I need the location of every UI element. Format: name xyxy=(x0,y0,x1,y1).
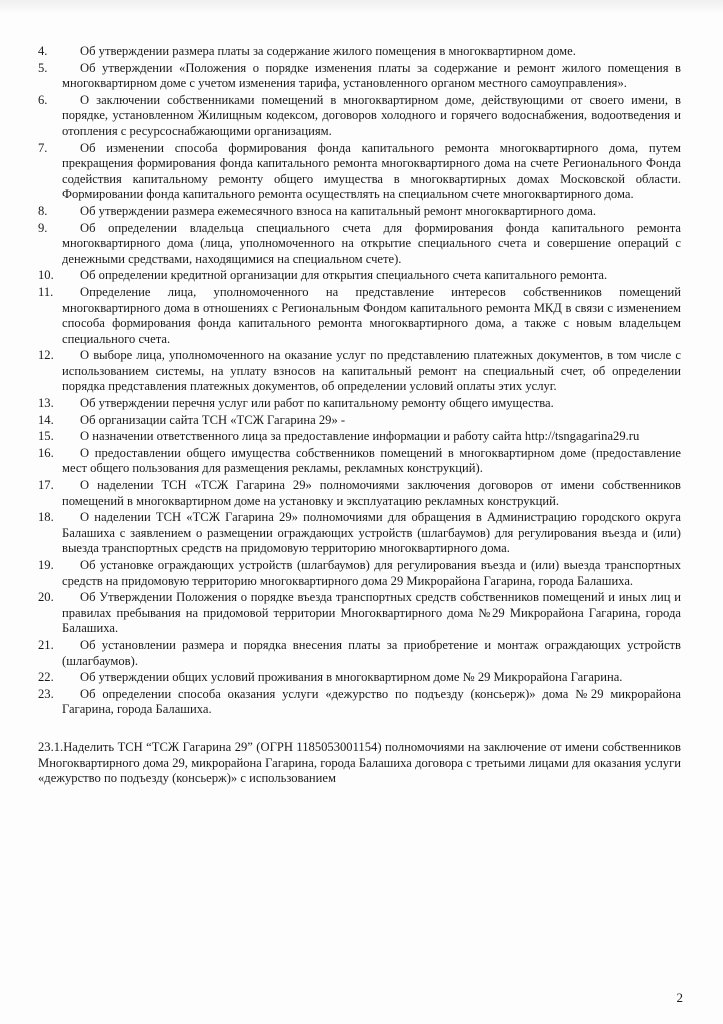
item-number: 14. xyxy=(38,412,54,427)
page-number: 2 xyxy=(676,990,683,1005)
item-text: О наделении ТСН «ТСЖ Гагарина 29» полномочиями для обращения в Администрацию городского округа Балашиха с заявлением о размещении ограждающих устройств (шлагбаумов) для регулирования въезда и (или) выезда транспортных средств на придомовую территорию многоквартирного дома. xyxy=(62,510,681,556)
list-item xyxy=(38,348,681,395)
list-item xyxy=(38,93,681,140)
item-text: Об Утверждении Положения о порядке въезда транспортных средств собственников помещений и иных лиц и правилах пребывания на придомовой территории Многоквартирного дома №29 Микрорайона Гагарина, города Балашиха. xyxy=(62,590,681,636)
list-item xyxy=(38,221,681,268)
item-number: 23. xyxy=(38,686,54,701)
list-item xyxy=(38,396,681,412)
item-text: Об установке ограждающих устройств (шлагбаумов) для регулирования въезда и (или) выезда транспортных средств на придомовую территорию многоквартирного дома 29 Микрорайона Гагарина, города Балашиха. xyxy=(62,558,681,588)
item-text: Об организации сайта ТСН «ТСЖ Гагарина 29» - xyxy=(80,412,346,427)
list-item xyxy=(38,44,681,60)
item-number: 20. xyxy=(38,590,54,605)
list-item xyxy=(38,429,681,445)
list-item xyxy=(38,670,681,686)
item-text: О выборе лица, уполномоченного на оказание услуг по представлению платежных документов, в том числе с использованием системы, на уплату взносов на капитальный ремонт на специальный счет, об определении порядка представления платежных документов, об определении условий оплаты этих услуг. xyxy=(62,348,681,394)
item-number: 18. xyxy=(38,510,54,525)
list-item xyxy=(38,61,681,92)
item-number: 17. xyxy=(38,478,54,493)
item-number: 6. xyxy=(38,92,48,107)
item-number: 22. xyxy=(38,670,54,685)
item-text: Об определении кредитной организации для открытия специального счета капитального ремонта. xyxy=(80,268,608,283)
item-text: О назначении ответственного лица за предоставление информации и работу сайта http://tsngagarina29.ru xyxy=(80,429,640,444)
list-item xyxy=(38,687,681,718)
list-item xyxy=(38,285,681,347)
item-text: Об утверждении «Положения о порядке изменения платы за содержание и ремонт жилого помещения в многоквартирном доме с учетом изменения тарифа, установленного органом местного самоуправления». xyxy=(62,60,681,91)
scan-edge xyxy=(0,0,723,14)
item-number: 11. xyxy=(38,284,54,299)
item-number: 10. xyxy=(38,268,54,283)
item-text: О предоставлении общего имущества собственников помещений в многоквартирном доме (предоставление мест общего пользования для размещения рекламы, рекламных конструкций). xyxy=(62,445,681,476)
item-number: 9. xyxy=(38,220,48,235)
item-text: Об установлении размера и порядка внесения платы за приобретение и монтаж ограждающих устройств (шлагбаумов). xyxy=(62,637,681,668)
list-item xyxy=(38,558,681,589)
item-text: Определение лица, уполномоченного на представление интересов собственников помещений многоквартирного дома в отношениях с Региональным Фондом капитального ремонта МКД в связи с изменением способа формирования фонда капитального ремонта многоквартирного дома, а также с новым владельцем специального счета. xyxy=(62,284,681,346)
item-text: О наделении ТСН «ТСЖ Гагарина 29» полномочиями заключения договоров от имени собственников помещений в многоквартирном доме на установку и эксплуатацию рекламных конструкций. xyxy=(62,478,681,508)
list-item xyxy=(38,268,681,284)
item-number: 8. xyxy=(38,203,48,218)
list-item xyxy=(38,204,681,220)
subparagraph-23-1: 23.1.Наделить ТСН “ТСЖ Гагарина 29” (ОГРН 1185053001154) полномочиями на заключение от имени собственников Многоквартирного дома 29, микрорайона Гагарина, города Балашиха договора с третьими лицами для оказания услуги «дежурство по подъезду (консьерж)» с использованием xyxy=(38,739,681,786)
item-number: 4. xyxy=(38,44,48,58)
item-text: Об утверждении перечня услуг или работ по капитальному ремонту общего имущества. xyxy=(80,396,554,411)
list-item xyxy=(38,638,681,669)
item-number: 12. xyxy=(38,348,54,363)
list-item xyxy=(38,141,681,203)
agenda-list xyxy=(38,44,681,718)
item-number: 7. xyxy=(38,140,48,155)
list-item xyxy=(38,446,681,477)
item-text: О заключении собственниками помещений в многоквартирном доме, действующими от своего имени, в порядке, установленном Жилищным кодексом, договоров холодного и горячего водоснабжения, водоотведения и отопления с ресурсоснабжающими организациям. xyxy=(62,92,681,138)
item-text: Об определении способа оказания услуги «дежурство по подъезду (консьерж)» дома №29 микрорайона Гагарина, города Балашиха. xyxy=(62,686,681,717)
item-number: 5. xyxy=(38,60,48,75)
item-number: 19. xyxy=(38,558,54,572)
item-text: Об утверждении размера платы за содержание жилого помещения в многоквартирном доме. xyxy=(80,44,576,58)
item-number: 15. xyxy=(38,429,54,444)
item-number: 13. xyxy=(38,396,54,411)
item-number: 16. xyxy=(38,445,54,460)
list-item xyxy=(38,478,681,509)
list-item xyxy=(38,590,681,637)
item-number: 21. xyxy=(38,637,54,652)
item-text: Об определении владельца специального счета для формирования фонда капитального ремонта многоквартирного дома (лица, уполномоченного на открытие специального счета и совершение операций с денежными средствами, находящимися на специальном счете). xyxy=(62,220,681,266)
list-item xyxy=(38,510,681,557)
item-text: Об утверждении размера ежемесячного взноса на капитальный ремонт многоквартирного дома. xyxy=(80,203,597,218)
item-text: Об утверждении общих условий проживания в многоквартирном доме № 29 Микрорайона Гагарина. xyxy=(80,670,623,685)
list-item xyxy=(38,413,681,429)
item-text: Об изменении способа формирования фонда капитального ремонта многоквартирного дома, путем прекращения формирования фонда капитального ремонта многоквартирного дома на счете Регионального Фонда содействия капитальному ремонту общего имущества в многоквартирных домах Московской области. Формировании фонда капитального ремонта осуществлять на специальном счете многоквартирного дома. xyxy=(62,140,681,202)
